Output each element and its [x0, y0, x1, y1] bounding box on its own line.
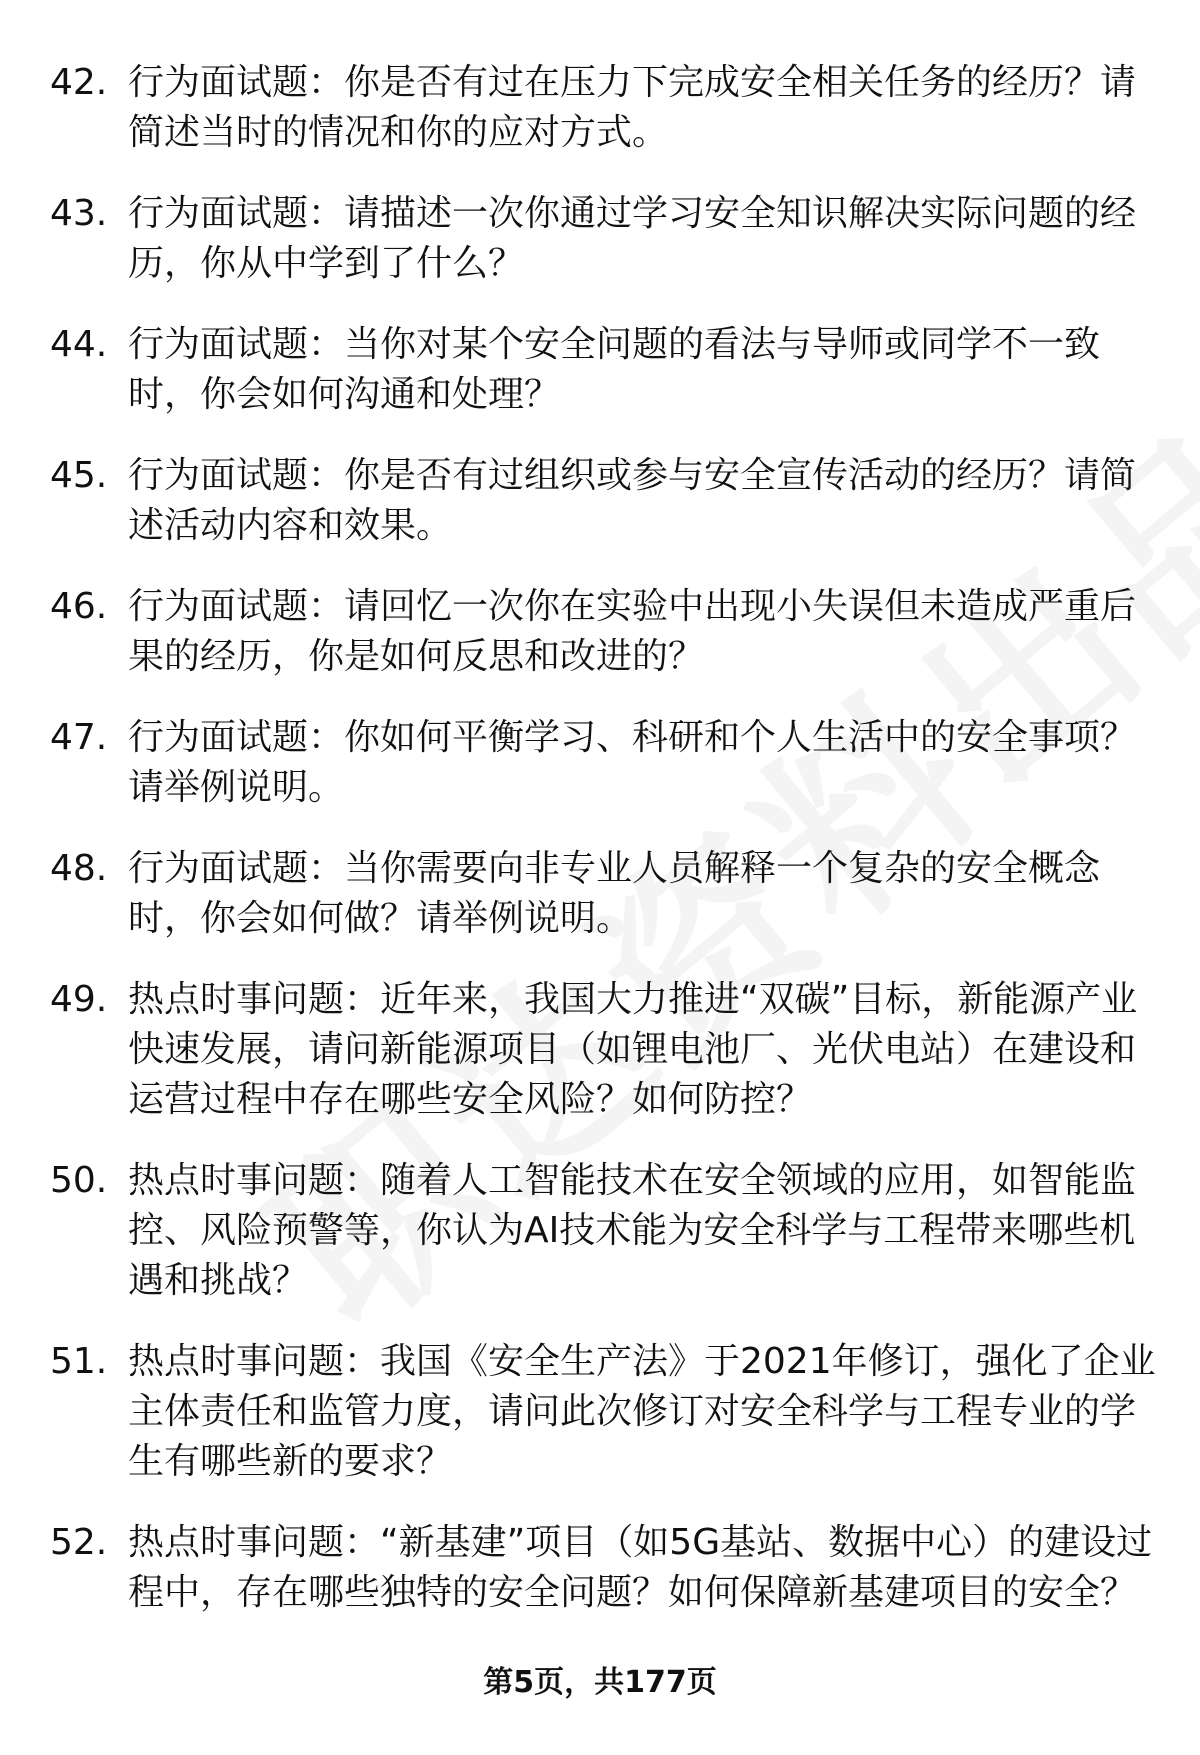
question-item — [0, 844, 1200, 944]
question-number: 52. — [50, 1522, 108, 1563]
question-item — [0, 189, 1200, 289]
question-text: 行为面试题：当你对某个安全问题的看法与导师或同学不一致时，你会如何沟通和处理？ — [128, 324, 1101, 415]
question-list — [0, 58, 1200, 1649]
question-number: 48. — [50, 848, 108, 889]
question-text: 热点时事问题：“新基建”项目（如5G基站、数据中心）的建设过程中，存在哪些独特的安全问题？如何保障新基建项目的安全？ — [128, 1522, 1153, 1613]
question-text: 热点时事问题：我国《安全生产法》于2021年修订，强化了企业主体责任和监管力度，请问此次修订对安全科学与工程专业的学生有哪些新的要求？ — [128, 1341, 1156, 1482]
question-item — [0, 451, 1200, 551]
question-number: 51. — [50, 1341, 108, 1382]
question-item — [0, 975, 1200, 1125]
question-number: 44. — [50, 324, 108, 365]
question-item — [0, 582, 1200, 682]
question-text: 行为面试题：请回忆一次你在实验中出现小失误但未造成严重后果的经历，你是如何反思和改进的？ — [128, 586, 1137, 677]
question-text: 行为面试题：请描述一次你通过学习安全知识解决实际问题的经历，你从中学到了什么？ — [128, 193, 1137, 284]
question-text: 热点时事问题：近年来，我国大力推进“双碳”目标，新能源产业快速发展，请问新能源项目（如锂电池厂、光伏电站）在建设和运营过程中存在哪些安全风险？如何防控？ — [128, 979, 1138, 1120]
question-number: 45. — [50, 455, 108, 496]
question-item — [0, 1337, 1200, 1487]
question-item — [0, 713, 1200, 813]
question-item — [0, 1518, 1200, 1618]
page-footer: 第5页，共177页 — [483, 1665, 717, 1700]
question-number: 46. — [50, 586, 108, 627]
question-item — [0, 320, 1200, 420]
question-number: 47. — [50, 717, 108, 758]
question-text: 行为面试题：你是否有过在压力下完成安全相关任务的经历？请简述当时的情况和你的应对方式。 — [128, 62, 1137, 153]
question-number: 42. — [50, 62, 108, 103]
question-item — [0, 1156, 1200, 1306]
question-number: 50. — [50, 1160, 108, 1201]
question-text: 行为面试题：你如何平衡学习、科研和个人生活中的安全事项？请举例说明。 — [128, 717, 1137, 808]
question-item — [0, 58, 1200, 158]
question-number: 43. — [50, 193, 108, 234]
question-text: 行为面试题：当你需要向非专业人员解释一个复杂的安全概念时，你会如何做？请举例说明。 — [128, 848, 1101, 939]
question-text: 行为面试题：你是否有过组织或参与安全宣传活动的经历？请简述活动内容和效果。 — [128, 455, 1137, 546]
question-number: 49. — [50, 979, 108, 1020]
question-text: 热点时事问题：随着人工智能技术在安全领域的应用，如智能监控、风险预警等，你认为AI技术能为安全科学与工程带来哪些机遇和挑战？ — [128, 1160, 1137, 1301]
